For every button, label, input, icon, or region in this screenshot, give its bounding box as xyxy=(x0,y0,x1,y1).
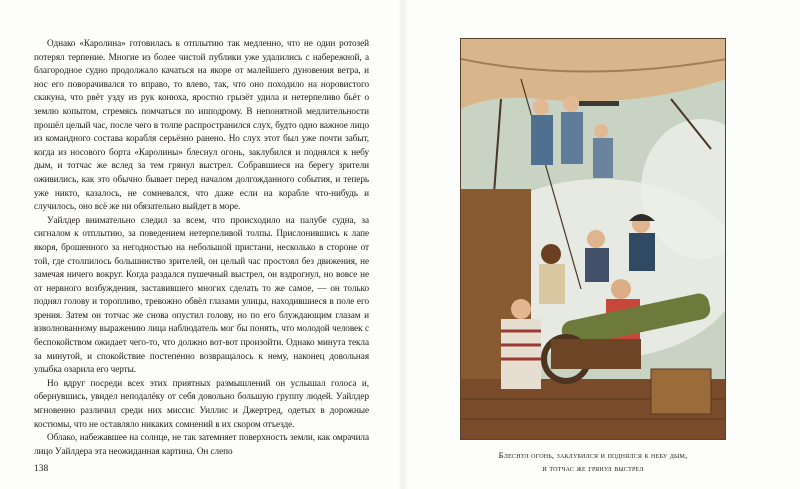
sailor-shirt xyxy=(539,264,565,304)
officer-coat xyxy=(561,112,583,164)
paragraph-4: Облако, набежавшее на солнце, не так затемняет поверхность земли, как омрачила лицо Уайлдера эта неожиданная картина. Он слепо xyxy=(34,432,369,456)
ship-cannon-illustration xyxy=(460,38,726,440)
paragraph-3: Но вдруг посреди всех этих приятных размышлений он услышал голоса и, обернувшись, увидел неподалёку от себя довольно большую группу людей. Уайлдер мгновенно различил среди них миссис Уиллис и Джертред, одетых в дорожные костюмы, что не оставляло никаких сомнений в их скором отъезде. xyxy=(34,377,369,429)
sailor-head xyxy=(587,230,605,248)
officer-coat xyxy=(593,138,613,178)
officer-telescope-head xyxy=(563,96,579,112)
page-gutter xyxy=(398,0,408,489)
text-column xyxy=(34,37,369,458)
officer-head xyxy=(594,124,608,138)
officer-head xyxy=(533,99,549,115)
wooden-crate xyxy=(651,369,711,414)
sailor-head xyxy=(511,299,531,319)
sailor-shirt xyxy=(585,248,609,282)
gunner-head xyxy=(611,279,631,299)
paragraph-2: Уайлдер внимательно следил за всем, что происходило на палубе судна, за сигналом к отплытию, за поведением нетерпеливой толпы. Прислонившись к лапе якоря, брошенного за негодностью на небольшой пристани, несколько в стороне от той, где столпилось большинство зрителей, он целый час простоял без движения, не замечая ничего вокруг. Когда раздался пушечный выстрел, он вздрогнул, но вовсе не от нервного возбуждения, заставившего многих сделать то же самое, — он только поднял голову и торопливо, тревожно обвёл глазами улицы, находившиеся в поле его зрения. Затем он тотчас же снова опустил голову, но по его блуждающим глазам и взволнованному выражению лица наблюдатель мог бы понять, что молодой человек с беспокойством ожидает чего-то, что должно вот-вот произойти. Однако минута текла за минутой, и спокойствие постепенно возвращалось к нему, наконец довольная улыбка озарила его черты. xyxy=(34,214,369,375)
officer-coat xyxy=(531,115,553,165)
sailor-head xyxy=(541,244,561,264)
sailor-jacket xyxy=(629,233,655,271)
paragraph-1: Однако «Каролина» готовилась к отплытию так медленно, что не один ротозей потерял терпение. Многие из более чистой публики уже удалились с набережной, а благородное судно продолжало качаться на якоре от малейшего дуновения ветра, и нос его поворачивался то вправо, то влево, так, что оно походило на норовистого скакуна, что рвёт узду из рук конюха, яростно грызёт удила и нетерпеливо бьёт о землю копытом, стремясь помчаться по ипподрому. В непонятной медлительности прошёл целый час, после чего в толпе распространился слух, будто одно важное лицо из командного состава корабля серьёзно ранено. Но слух этот был уже почти забыт, когда из носового борта «Каролины» блеснул огонь, заклубился и поднялся к небу дым, и тотчас же вслед за тем грянул выстрел. Собравшиеся на берегу зрители оживились, как это обычно бывает перед началом долгожданного события, и теперь уже никто, казалось, не сомневался, что даже если на корабле что-нибудь и случилось, оно всё же ни обязательно выйдет в море. xyxy=(34,38,369,212)
caption-line-2: и тотчас же грянул выстрел xyxy=(542,462,644,473)
page-number: 138 xyxy=(34,464,49,474)
telescope xyxy=(579,101,619,106)
illustration-caption xyxy=(460,449,726,474)
cannon-carriage xyxy=(551,339,641,369)
caption-line-1: Блеснул огонь, заклубился и поднялся к небу дым, xyxy=(498,450,688,460)
